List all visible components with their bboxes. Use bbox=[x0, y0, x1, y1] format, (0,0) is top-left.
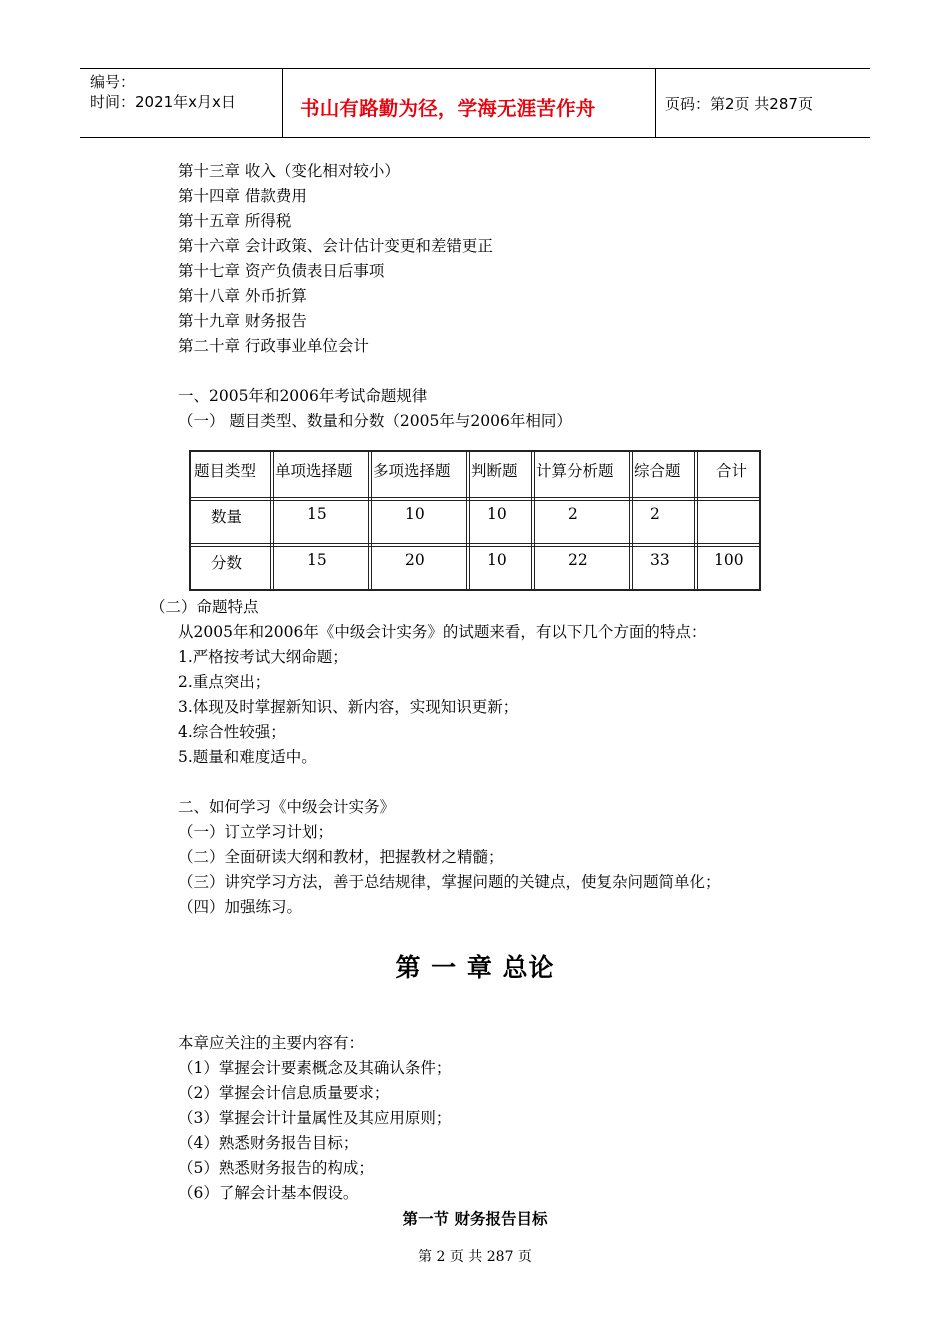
score-table bbox=[189, 450, 761, 591]
time-label: 时间：2021年x月x日 bbox=[90, 93, 236, 111]
header-meta bbox=[80, 69, 283, 137]
focus-intro: 本章应关注的主要内容有： bbox=[178, 1034, 365, 1052]
table-cell: 数量 bbox=[211, 508, 243, 526]
part2-item: （三）讲究学习方法，善于总结规律，掌握问题的关键点，使复杂问题简单化； bbox=[178, 873, 721, 891]
point-item: 2.重点突出； bbox=[178, 673, 271, 691]
table-header: 判断题 bbox=[471, 462, 518, 480]
table-cell: 100 bbox=[714, 551, 744, 569]
page-header bbox=[80, 68, 870, 138]
chapter-item: 第十五章 所得税 bbox=[178, 212, 292, 230]
part1-intro: 从2005年和2006年《中级会计实务》的试题来看，有以下几个方面的特点： bbox=[178, 623, 707, 641]
focus-item: （4）熟悉财务报告目标； bbox=[178, 1134, 359, 1152]
part1-sub2: （二）命题特点 bbox=[150, 598, 259, 616]
table-header: 综合题 bbox=[634, 462, 681, 480]
table-header: 题目类型 bbox=[194, 462, 257, 480]
section-title: 第一节 财务报告目标 bbox=[402, 1210, 548, 1228]
table-header: 合计 bbox=[716, 462, 748, 480]
table-cell: 15 bbox=[307, 505, 327, 523]
page-info: 页码：第2页 共287页 bbox=[665, 95, 813, 113]
number-label: 编号： bbox=[90, 73, 136, 91]
chapter-item: 第十七章 资产负债表日后事项 bbox=[178, 262, 385, 280]
table-header: 单项选择题 bbox=[275, 462, 353, 480]
focus-item: （3）掌握会计计量属性及其应用原则； bbox=[178, 1109, 452, 1127]
table-cell: 分数 bbox=[211, 554, 243, 572]
part2-item: （四）加强练习。 bbox=[178, 898, 303, 916]
header-motto-cell bbox=[283, 69, 656, 137]
chapter-title: 第 一 章 总论 bbox=[395, 953, 555, 982]
chapter-item: 第十九章 财务报告 bbox=[178, 312, 307, 330]
chapter-item: 第二十章 行政事业单位会计 bbox=[178, 337, 369, 355]
chapter-item: 第十三章 收入（变化相对较小） bbox=[178, 162, 400, 180]
table-cell: 33 bbox=[650, 551, 670, 569]
table-cell: 10 bbox=[405, 505, 425, 523]
table-cell: 10 bbox=[487, 551, 507, 569]
chapter-item: 第十四章 借款费用 bbox=[178, 187, 307, 205]
point-item: 5.题量和难度适中。 bbox=[178, 748, 317, 766]
part2-item: （二）全面研读大纲和教材，把握教材之精髓； bbox=[178, 848, 504, 866]
table-header: 计算分析题 bbox=[536, 462, 614, 480]
part2-heading: 二、如何学习《中级会计实务》 bbox=[178, 798, 396, 816]
focus-item: （1）掌握会计要素概念及其确认条件； bbox=[178, 1059, 452, 1077]
focus-item: （5）熟悉财务报告的构成； bbox=[178, 1159, 374, 1177]
point-item: 4.综合性较强； bbox=[178, 723, 286, 741]
page-footer: 第 2 页 共 287 页 bbox=[418, 1249, 532, 1265]
focus-item: （6）了解会计基本假设。 bbox=[178, 1184, 359, 1202]
table-cell: 15 bbox=[307, 551, 327, 569]
point-item: 3.体现及时掌握新知识、新内容，实现知识更新； bbox=[178, 698, 519, 716]
chapter-item: 第十六章 会计政策、会计估计变更和差错更正 bbox=[178, 237, 493, 255]
table-cell: 10 bbox=[487, 505, 507, 523]
point-item: 1.严格按考试大纲命题； bbox=[178, 648, 348, 666]
table-cell: 2 bbox=[568, 505, 578, 523]
table-cell: 2 bbox=[650, 505, 660, 523]
focus-item: （2）掌握会计信息质量要求； bbox=[178, 1084, 390, 1102]
table-header: 多项选择题 bbox=[373, 462, 451, 480]
part1-sub1: （一） 题目类型、数量和分数（2005年与2006年相同） bbox=[178, 412, 572, 430]
table-cell: 22 bbox=[568, 551, 588, 569]
table-cell: 20 bbox=[405, 551, 425, 569]
part2-item: （一）订立学习计划； bbox=[178, 823, 334, 841]
chapter-item: 第十八章 外币折算 bbox=[178, 287, 307, 305]
motto: 书山有路勤为径，学海无涯苦作舟 bbox=[300, 97, 596, 120]
part1-heading: 一、2005年和2006年考试命题规律 bbox=[178, 387, 428, 405]
